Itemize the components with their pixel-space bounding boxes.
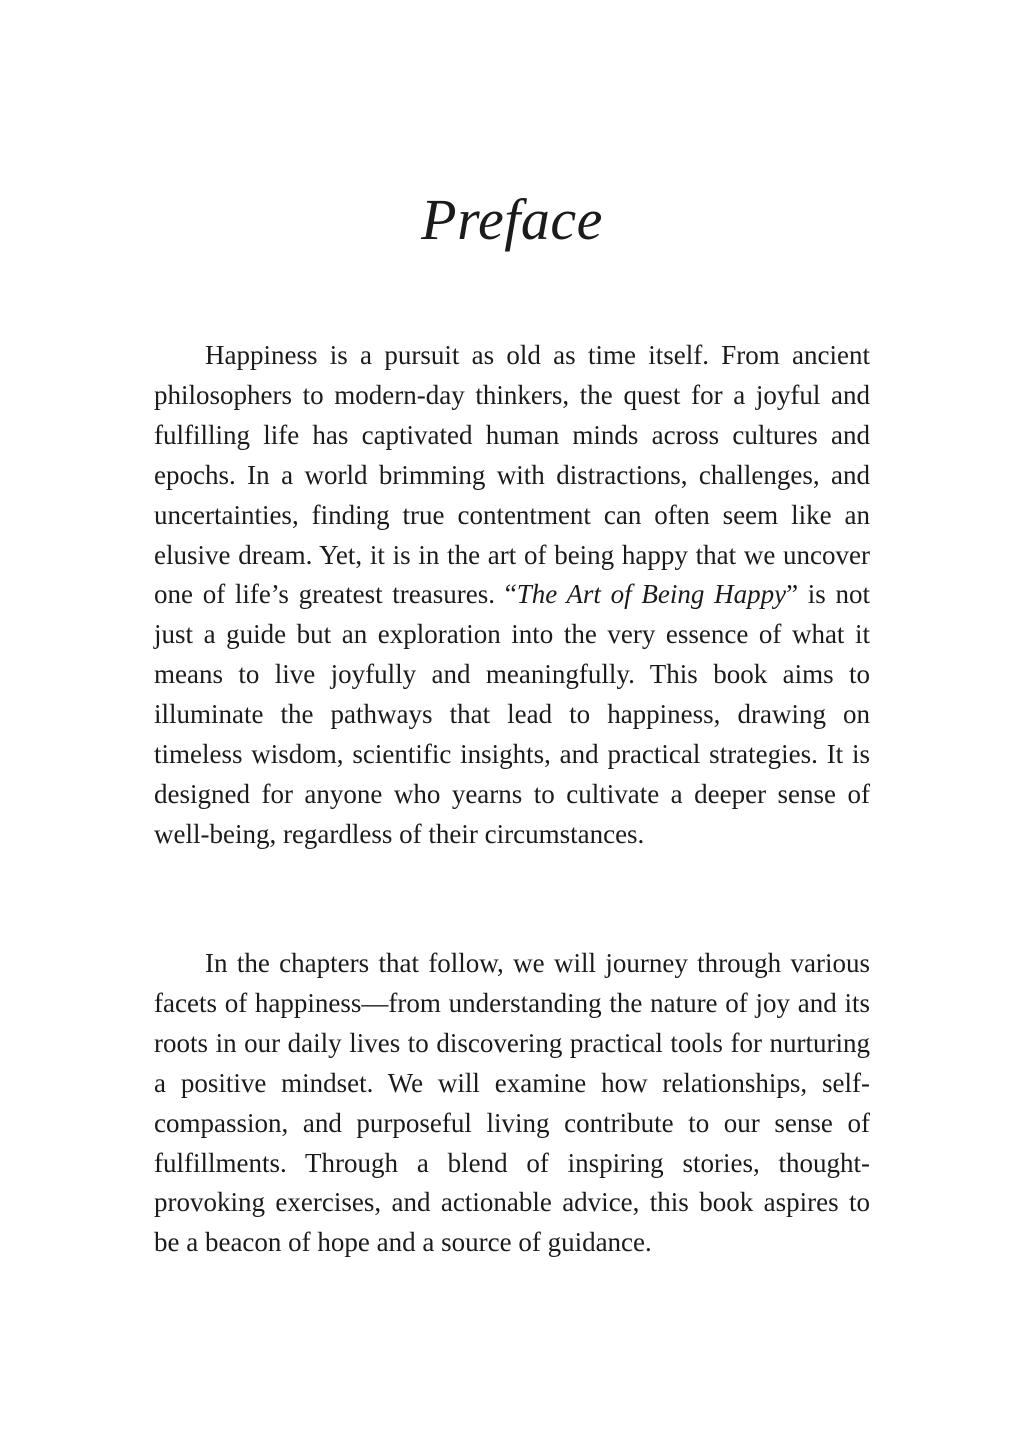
page-title: Preface	[421, 187, 603, 252]
book-title-italic: The Art of Being Happy	[516, 579, 787, 610]
paragraph-1-text-start: Happiness is a pursuit as old as time itself. From ancient philosophers to modern-day thinkers, the quest for a joyful and fulfilling life has captivated human minds across cultures and epochs. In a world brimming with distractions, challenges, and uncertainties, finding true contentment can often seem like an elusive dream. Yet, it is in the art of being happy that we uncover one of life’s greatest treasures. “	[154, 340, 870, 610]
paragraph-1-text-end: ” is not just a guide but an exploration into the very essence of what it means to live joyfully and meaningfully. This book aims to illuminate the pathways that lead to happiness, drawing on timeless wisdom, scientific insights, and practical strategies. It is designed for anyone who yearns to cultivate a deeper sense of well-being, regardless of their circumstances.	[154, 579, 870, 849]
paragraph-2: In the chapters that follow, we will journey through various facets of happiness—from understanding the nature of joy and its roots in our daily lives to discovering practical tools for nurturing a positive mindset. We will examine how relationships, self-compassion, and purposeful living contribute to our sense of fulfillments. Through a blend of inspiring stories, thought-provoking exercises, and actionable advice, this book aspires to be a beacon of hope and a source of guidance.	[154, 948, 870, 1258]
paragraph-1	[154, 336, 870, 855]
